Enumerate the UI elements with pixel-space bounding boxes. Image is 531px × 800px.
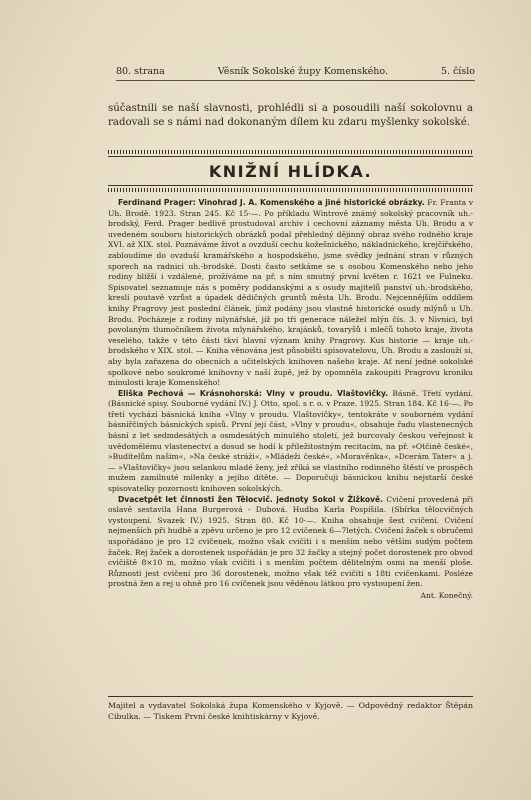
review-item [108,198,473,389]
page-number: 80. strana [116,66,165,77]
ornament-rule-bottom [108,188,473,192]
ornament-rule-top [108,150,473,154]
review-body: Básně. Třetí vydání. (Básnické spisy. Souborné vydání IV.) J. Otto, spol. s r. o. v Praze. 1925. Stran 184. Kč 16·—. Po třetí vychází básnická kniha »Vlny v proudu. Vlaštovičky«, tentokráte v souborném vydání básnířčiných básnických spisů. První její část, »Vlny v proudu«, obsahuje řadu vlastenecných básní z let sedmdesátých a osmdesátých minulého století, jež burcovaly českou veřejnost k uvědomělému vlastenectví a dosud se hodí k příležitostným recitacím, na př. »Otčině české«, »Budítelům našim«, »Na české stráži«, »Mládeži české«, »Moravěnka«, »Dcerám Tater« a j. — »Vlaštovičky« jsou selankou mladé ženy, jež zříká se vlastního rodinného štěstí ve prospěch mužem zamilnuté milenky a jejího dítěte. — Doporučuji básnickou knihu nejstarší české spisovatelky pozornosti knihoven sokolských. [108,388,473,494]
imprint-footer: Majitel a vydavatel Sokolská župa Komenského v Kyjově. — Odpovědný redaktor Štěpán Cibulka. — Tiskem První české knihtiskárny v Kyjově. [108,696,473,722]
reviews-list [108,198,473,602]
running-header [116,66,475,81]
journal-title: Věsník Sokolské župy Komenského. [217,66,388,77]
section-title: KNIŽNÍ HLÍDKA. [208,162,373,181]
review-body: Cvičení provedená při oslavě sestavila Hana Burgerová - Dubová. Hudba Karla Pospíšila. (Sbírka tělocvičných vystoupení. Svazek IV.) 1925. Stran 80. Kč 10·—. Kniha obsahuje šest cvičení. Cvičení nejmenších při hudbě a zpěvu určeno je pro 12 cvičenek 6—7letých. Cvičení žaček s obručemi uspořádáno je pro 12 cvičenek, možno však cvičiti i s menším nebo větším sudým počtem žaček. Rej žaček a dorostenek uspořádán je pro 32 žačky a stejný počet dorostenek pro obvod cvičiště 8×10 m, možno však cvičiti i s menším počtem dělitelným osmi na menší ploše. Různosti jest cvičení pro 36 dorostenek, možno však též cvičiti s 18ti cvičenkami. Posléze prostná žen a rej u ohně pro 16 cvičenek jsou věděnou látkou pro vystoupení žen. [108,494,473,589]
rule-line-top [108,156,473,157]
intro-paragraph: súčastnili se naší slavnosti, prohlédli si a posoudili naší sokolovnu a radovali se s námi nad dokonaným dílem ku zdaru myšlenky sokolské. [108,103,473,129]
review-item [108,495,473,590]
section-banner [108,150,473,192]
review-heading: Ferdinand Prager: Vinohrad J. A. Komenského a jiné historické obrázky. [118,198,425,207]
reviewer-signature: Ant. Konečný. [420,590,473,600]
review-body: Fr. Franta v Uh. Brodě. 1923. Stran 245. Kč 15·—. Po příkladu Wintrově známý sokolský pracovník uh.-brodský, Ferd. Prager bedlivě prostudoval archiv i cechovní záznamy města Uh. Brodu a v uvedeném souboru historických obrázků podal přehledný dějinný obraz svého rodného kraje XVI. až XIX. stol. Poznáváme život a ovzduší cechu kožešnického, nákladnického, krejčířského, zabloudíme do ovzduší kramářského a hospodského, jsme svědky jednání stran v různých sporech na radnici uh.-brodské. Dosti často setkáme se s osobou Komenského nebo jeho rodiny bližší i vzdálené, prožíváme na př. s ním smutný první květen r. 1621 ve Fulneku. Spisovatel seznamuje nás s poměry poddanskými a s osudy majitelů panství uh.-brodského, kreslí poutavě vzrůst a úpadek dědičných gruntů města Uh. Brodu. Nejcennějším oddílem knihy Pragrovy jest poslední článek, jímž podány jsou vlastně historické osudy mlýnů u Uh. Brodu. Pocházeje z rodiny mlynářské, jíž po tři generace náležel mlýn čís. 3. v Nivnici, byl povolaným tlumočníkem života mlynářského, krajánků, tovaryšů i mlečů tohoto kraje, života veselého, takže v této části tkví hlavní význam knihy Pragrovy. Kus historie — kraje uh.-brodského v XIX. stol. — Kniha věnována jest působišti spisovatelovu, Uh. Brodu a zaslouží si, aby byla zařazena do obecních a učitelských knihoven našeho kraje. Ať není jedné sokolské spolkové nebo soukromé knihovny v naší župě, jež by opomněla zakoupiti Pragrovu kroniku minulosti kraje Komenského! [108,198,474,388]
rule-line-bottom [108,185,473,186]
issue-number: 5. číslo [440,66,475,77]
review-heading: Dvacetpět let činnosti žen Tělocvič. jednoty Sokol v Žižkově. [118,494,384,504]
review-heading: Eliška Pechová — Krásnohorská: Vlny v proudu. Vlaštovičky. [118,388,389,398]
review-item [108,389,473,495]
